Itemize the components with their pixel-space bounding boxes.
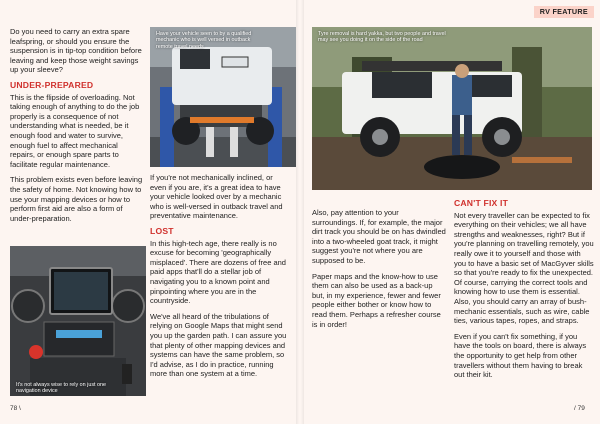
heading-under-prepared: UNDER-PREPARED (10, 79, 94, 90)
section-tag: RV FEATURE (534, 6, 594, 18)
photo-vehicle-on-hoist (150, 27, 296, 167)
heading-cant-fix-it: CAN'T FIX IT (454, 198, 509, 208)
paper-maps-paragraph: Paper maps and the know-how to use them can also be used as a back-up but, in my experience, fewer and fewer people either bother or know how to read them. Perhaps a refresher course is in order! (312, 271, 441, 329)
under-prepared-p2: This problem exists even before leaving the safety of home. Not knowing how to use your mapping devices or how to perform first aid are also a form of under-preparation. (10, 175, 143, 223)
surroundings-paragraph: Also, pay attention to your surroundings. If, for example, the major dirt track you should be on has dwindled into a two-wheeled goat track, it might suggest you're not where you are supposed to be. (312, 208, 446, 265)
photo-tyre-removal (312, 27, 592, 190)
lost-p1: In this high-tech age, there really is no excuse for becoming 'geographically misplaced'. There are dozens of free and paid apps that'll do a stellar job of navigating you to a known point and pinpointing where you are in the countryside. (150, 238, 286, 306)
photo-navigation-dash (10, 246, 146, 396)
photo-caption-nav: It's not always wise to rely on just one navigation device (16, 382, 107, 395)
page-number-left: 78 \ (10, 405, 21, 412)
mechanic-paragraph: If you're not mechanically inclined, or even if you are, it's a great idea to have your vehicle looked over by a mechanic who is well-versed in outback travel and preventative maintenance. (150, 173, 283, 221)
right-page (302, 0, 600, 424)
under-prepared-p1: This is the flipside of overloading. Not taking enough of anything to do the job properly is a consequence of not understanding what is needed, be it enough food and water to survive, enough fuel to affect mechanical repairs, or enough spare parts to facilitate regular maintenance. (10, 92, 140, 169)
left-page (0, 0, 298, 424)
page-number-right: / 79 (574, 405, 585, 412)
heading-lost: LOST (150, 225, 174, 236)
cant-fix-p2: Even if you can't fix something, if you have the tools on board, there is always the opportunity to get help from other travellers without them having to break out their kit. (454, 331, 587, 380)
right-column-1 (312, 208, 446, 335)
photo-caption-hoist: Have your vehicle seen to by a qualified mechanic who is well versed in outback remote travel needs (156, 31, 252, 50)
left-column (10, 27, 143, 229)
lost-p2: We've all heard of the tribulations of relying on Google Maps that might send you up the garden path. I can assure you that plenty of other mapping devices and systems can have the same problem, so I'd advise, as I do in practice, running more than one system at a time. (150, 311, 287, 379)
middle-column (150, 173, 290, 385)
photo-caption-tyre: Tyre removal is hard yakka, but two people and travel may see you doing it on the side of the road (318, 31, 446, 44)
cant-fix-p1: Not every traveller can be expected to fix everything on their vehicles; we all have strengths and weaknesses, right? But if you're planning on travelling remotely, you really owe it to yourself and those with you to have a basic set of MacGyver skills so that you're ready to fix the unexpected. Of course, carrying the correct tools and knowing how to use them is essential. Also, you should carry an array of bush-mechanic essentials, such as wire, cable ties, various tapes, ropes, and straps. (454, 210, 594, 326)
intro-paragraph: Do you need to carry an extra spare leafspring, or should you ensure the suspension is in tip-top condition before leaving and keep those weight savings up your sleeve? (10, 27, 142, 75)
right-column-2 (454, 196, 594, 386)
